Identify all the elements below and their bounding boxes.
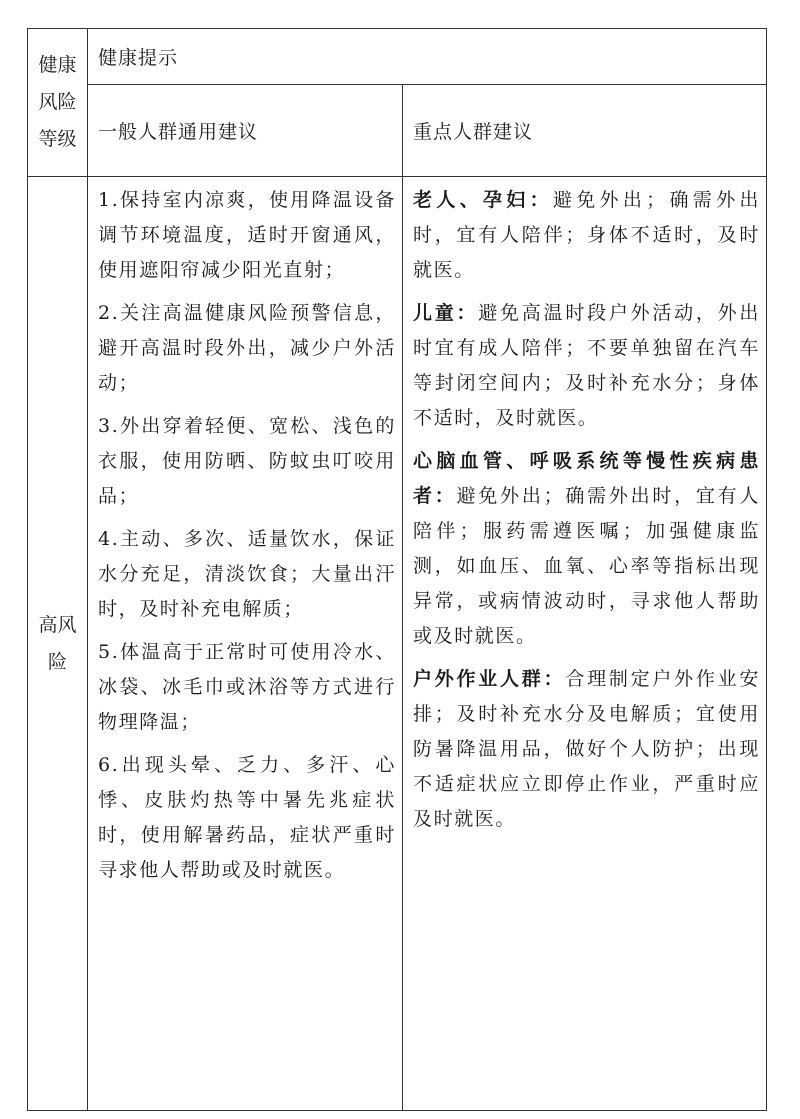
key-group-outdoor-workers	[413, 662, 760, 837]
key-group-text: 避免外出；确需外出时，宜有人陪伴；身体不适时，及时就医。	[413, 189, 761, 281]
key-group-title: 儿童：	[413, 302, 479, 324]
health-risk-level-header-line-2: 风险	[38, 91, 77, 113]
general-advice-cell	[88, 177, 403, 1111]
health-tips-header: 健康提示	[88, 29, 767, 85]
key-group-title: 老人、孕妇：	[413, 189, 553, 211]
health-risk-level-header-line-1: 健康	[38, 54, 77, 76]
key-population-header: 重点人群建议	[403, 85, 767, 177]
table-header-row-1	[28, 29, 767, 85]
risk-level-line-2: 险	[47, 650, 67, 673]
key-group-text: 避免高温时段户外活动，外出时宜有成人陪伴；不要单独留在汽车等封闭空间内；及时补充水分；身体不适时，及时就医。	[413, 302, 761, 429]
table-row	[28, 177, 767, 1111]
general-advice-item-4: 4.主动、多次、适量饮水，保证水分充足，清淡饮食；大量出汗时，及时补充电解质；	[98, 528, 396, 620]
risk-level-line-1: 高风	[38, 613, 77, 636]
general-advice-item-6: 6.出现头晕、乏力、多汗、心悸、皮肤灼热等中暑先兆症状时，使用解暑药品，症状严重时寻求他人帮助或及时就医。	[98, 754, 396, 881]
key-advice-cell	[403, 177, 767, 1111]
key-group-text: 避免外出；确需外出时，宜有人陪伴；服药需遵医嘱；加强健康监测，如血压、血氧、心率等指标出现异常，或病情波动时，寻求他人帮助或及时就医。	[413, 485, 761, 647]
key-group-title: 户外作业人群：	[413, 668, 566, 690]
general-advice-item-5: 5.体温高于正常时可使用冷水、冰袋、冰毛巾或沐浴等方式进行物理降温；	[98, 641, 396, 733]
key-group-text: 合理制定户外作业安排；及时补充水分及电解质；宜使用防暑降温用品，做好个人防护；出现不适症状应立即停止作业，严重时应及时就医。	[413, 668, 761, 830]
general-advice-item-1: 1.保持室内凉爽，使用降温设备调节环境温度，适时开窗通风，使用遮阳帘减少阳光直射；	[98, 189, 396, 281]
general-advice-item-2: 2.关注高温健康风险预警信息，避开高温时段外出，减少户外活动；	[98, 302, 396, 394]
general-population-header: 一般人群通用建议	[88, 85, 403, 177]
key-group-chronic-disease	[413, 444, 760, 654]
table-header-row-2	[28, 85, 767, 177]
health-risk-level-header-line-3: 等级	[38, 128, 77, 150]
health-advice-table	[27, 28, 767, 1111]
key-group-elderly-pregnant	[413, 183, 760, 288]
general-advice-item-3: 3.外出穿着轻便、宽松、浅色的衣服，使用防晒、防蚊虫叮咬用品；	[98, 415, 396, 507]
health-risk-level-header	[28, 29, 88, 177]
key-group-title: 心脑血管、呼吸系统等慢性疾病患者：	[413, 450, 761, 507]
key-group-children	[413, 296, 760, 436]
risk-level-cell	[28, 177, 88, 1111]
